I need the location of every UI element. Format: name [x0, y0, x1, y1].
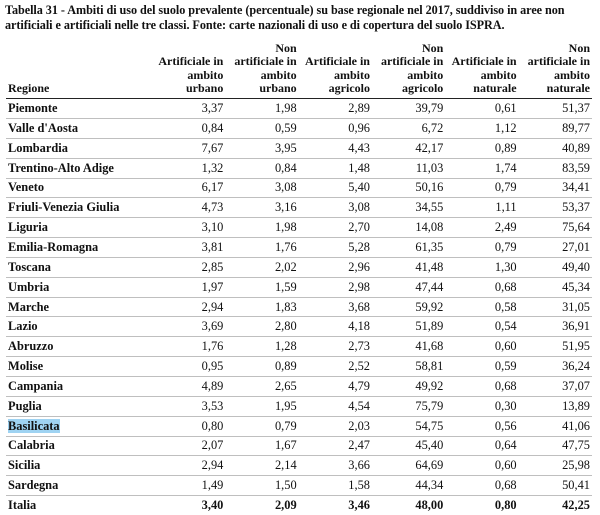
- region-cell: [6, 178, 152, 198]
- region-name: Piemonte: [8, 101, 58, 116]
- region-name: Umbria: [8, 279, 50, 294]
- value-cell: 64,69: [372, 456, 445, 476]
- value-cell: 0,84: [152, 119, 225, 139]
- value-cell: 1,76: [225, 238, 298, 258]
- region-name: Molise: [8, 359, 44, 374]
- value-cell: 75,64: [519, 218, 592, 238]
- value-cell: 40,89: [519, 138, 592, 158]
- table-row: [6, 218, 592, 238]
- value-cell: 54,75: [372, 416, 445, 436]
- table-body: [6, 99, 592, 515]
- value-cell: 0,68: [445, 277, 518, 297]
- region-cell: [6, 218, 152, 238]
- value-cell: 0,84: [225, 158, 298, 178]
- value-cell: 51,95: [519, 337, 592, 357]
- value-cell: 3,08: [299, 198, 372, 218]
- header-non-artificial-natural: Non artificiale in ambito naturale: [519, 42, 592, 99]
- value-cell: 1,67: [225, 436, 298, 456]
- value-cell: 0,79: [445, 238, 518, 258]
- value-cell: 4,18: [299, 317, 372, 337]
- table-row: [6, 377, 592, 397]
- region-name: Abruzzo: [8, 339, 54, 354]
- value-cell: 1,98: [225, 218, 298, 238]
- region-cell: [6, 297, 152, 317]
- value-cell: 0,58: [445, 297, 518, 317]
- value-cell: 0,64: [445, 436, 518, 456]
- value-cell: 3,40: [201, 497, 224, 512]
- value-cell: 3,95: [225, 138, 298, 158]
- region-cell: [6, 257, 152, 277]
- value-cell: 0,59: [445, 357, 518, 377]
- value-cell: 2,02: [225, 257, 298, 277]
- header-row: [6, 42, 592, 99]
- header-region: Regione: [6, 42, 152, 99]
- table-row: [6, 396, 592, 416]
- value-cell: 1,49: [152, 476, 225, 496]
- value-cell: 50,16: [372, 178, 445, 198]
- value-cell: 6,17: [152, 178, 225, 198]
- region-cell: [6, 377, 152, 397]
- value-cell: 75,79: [372, 396, 445, 416]
- table-row: [6, 436, 592, 456]
- value-cell: 2,94: [152, 297, 225, 317]
- value-cell: 1,97: [152, 277, 225, 297]
- value-cell: 59,92: [372, 297, 445, 317]
- table-caption: Tabella 31 - Ambiti di uso del suolo prevalente (percentuale) su base regionale nel 2017, suddiviso in aree non artificiali e artificiali nelle tre classi. Fonte: carte nazionali di uso e di copertura del suolo ISPRA.: [5, 3, 565, 32]
- value-cell: 2,14: [225, 456, 298, 476]
- region-cell: [6, 456, 152, 476]
- table-row: [6, 138, 592, 158]
- value-cell: 2,80: [225, 317, 298, 337]
- value-cell: 3,08: [225, 178, 298, 198]
- value-cell: 36,91: [519, 317, 592, 337]
- region-cell: [6, 476, 152, 496]
- table-row: [6, 337, 592, 357]
- value-cell: 83,59: [519, 158, 592, 178]
- value-cell: 42,25: [562, 497, 590, 512]
- table-row: [6, 99, 592, 119]
- region-cell: [6, 138, 152, 158]
- value-cell: 1,48: [299, 158, 372, 178]
- value-cell: 1,74: [445, 158, 518, 178]
- region-cell: [6, 158, 152, 178]
- region-cell: [6, 99, 152, 119]
- value-cell: 3,10: [152, 218, 225, 238]
- header-artificial-urban: Artificiale in ambito urbano: [152, 42, 225, 99]
- value-cell: 3,81: [152, 238, 225, 258]
- header-non-artificial-agricultural: Non artificiale in ambito agricolo: [372, 42, 445, 99]
- value-cell: 2,96: [299, 257, 372, 277]
- value-cell: 48,00: [415, 497, 444, 512]
- value-cell: 41,48: [372, 257, 445, 277]
- value-cell: 2,49: [445, 218, 518, 238]
- header-non-artificial-urban: Non artificiale in ambito urbano: [225, 42, 298, 99]
- value-cell: 0,60: [445, 456, 518, 476]
- value-cell: 39,79: [372, 99, 445, 119]
- table-row: [6, 277, 592, 297]
- value-cell: 5,28: [299, 238, 372, 258]
- value-cell: 49,40: [519, 257, 592, 277]
- value-cell: 0,80: [494, 497, 517, 512]
- value-cell: 3,68: [299, 297, 372, 317]
- table-row: [6, 238, 592, 258]
- value-cell: 3,69: [152, 317, 225, 337]
- value-cell: 0,96: [299, 119, 372, 139]
- value-cell: 41,68: [372, 337, 445, 357]
- table-row: [6, 416, 592, 436]
- table-row: [6, 119, 592, 139]
- land-use-table: [6, 42, 592, 515]
- region-cell: [6, 277, 152, 297]
- value-cell: 2,47: [299, 436, 372, 456]
- region-name: Lombardia: [8, 140, 68, 155]
- value-cell: 1,58: [299, 476, 372, 496]
- region-cell: [6, 436, 152, 456]
- region-name: Valle d'Aosta: [8, 120, 79, 135]
- value-cell: 2,07: [152, 436, 225, 456]
- value-cell: 2,85: [152, 257, 225, 277]
- region-name: Toscana: [8, 259, 51, 274]
- value-cell: 0,59: [225, 119, 298, 139]
- header-artificial-natural: Artificiale in ambito naturale: [445, 42, 518, 99]
- region-name: Friuli-Venezia Giulia: [8, 200, 120, 215]
- table-row: [6, 158, 592, 178]
- value-cell: 0,54: [445, 317, 518, 337]
- value-cell: 1,95: [225, 396, 298, 416]
- value-cell: 0,95: [152, 357, 225, 377]
- table-row: [6, 357, 592, 377]
- value-cell: 2,65: [225, 377, 298, 397]
- region-name: Trentino-Alto Adige: [8, 160, 114, 175]
- value-cell: 13,89: [519, 396, 592, 416]
- value-cell: 3,46: [348, 497, 370, 512]
- value-cell: 37,07: [519, 377, 592, 397]
- value-cell: 0,68: [445, 476, 518, 496]
- value-cell: 4,73: [152, 198, 225, 218]
- value-cell: 51,89: [372, 317, 445, 337]
- region-name: Emilia-Romagna: [8, 240, 99, 255]
- value-cell: 0,68: [445, 377, 518, 397]
- region-cell: [6, 337, 152, 357]
- region-cell: [6, 119, 152, 139]
- table-row: [6, 257, 592, 277]
- region-name: Basilicata: [8, 418, 60, 433]
- value-cell: 1,59: [225, 277, 298, 297]
- value-cell: 2,03: [299, 416, 372, 436]
- value-cell: 0,79: [225, 416, 298, 436]
- total-row: [6, 496, 592, 515]
- value-cell: 1,83: [225, 297, 298, 317]
- value-cell: 4,43: [299, 138, 372, 158]
- region-cell: [6, 317, 152, 337]
- value-cell: 1,98: [225, 99, 298, 119]
- value-cell: 0,79: [445, 178, 518, 198]
- region-name: Marche: [8, 299, 50, 314]
- value-cell: 3,16: [225, 198, 298, 218]
- value-cell: 61,35: [372, 238, 445, 258]
- value-cell: 89,77: [519, 119, 592, 139]
- value-cell: 0,60: [445, 337, 518, 357]
- region-cell: [6, 238, 152, 258]
- value-cell: 44,34: [372, 476, 445, 496]
- value-cell: 47,44: [372, 277, 445, 297]
- region-name: Sicilia: [8, 458, 41, 473]
- region-name: Liguria: [8, 220, 48, 235]
- value-cell: 34,55: [372, 198, 445, 218]
- value-cell: 4,89: [152, 377, 225, 397]
- value-cell: 0,89: [445, 138, 518, 158]
- value-cell: 27,01: [519, 238, 592, 258]
- region-cell: [6, 357, 152, 377]
- table-row: [6, 476, 592, 496]
- value-cell: 14,08: [372, 218, 445, 238]
- value-cell: 53,37: [519, 198, 592, 218]
- value-cell: 42,17: [372, 138, 445, 158]
- value-cell: 1,32: [152, 158, 225, 178]
- value-cell: 51,37: [519, 99, 592, 119]
- value-cell: 2,89: [299, 99, 372, 119]
- table-row: [6, 198, 592, 218]
- table-row: [6, 456, 592, 476]
- region-name: Lazio: [8, 319, 38, 334]
- value-cell: 58,81: [372, 357, 445, 377]
- value-cell: 0,80: [152, 416, 225, 436]
- value-cell: 7,67: [152, 138, 225, 158]
- value-cell: 5,40: [299, 178, 372, 198]
- value-cell: 1,11: [445, 198, 518, 218]
- region-cell: [6, 198, 152, 218]
- value-cell: 0,56: [445, 416, 518, 436]
- region-cell: [6, 396, 152, 416]
- header-artificial-agricultural: Artificiale in ambito agricolo: [299, 42, 372, 99]
- region-name: Sardegna: [8, 478, 59, 493]
- value-cell: 1,50: [225, 476, 298, 496]
- value-cell: 31,05: [519, 297, 592, 317]
- value-cell: 0,30: [445, 396, 518, 416]
- value-cell: 3,53: [152, 396, 225, 416]
- value-cell: 2,98: [299, 277, 372, 297]
- value-cell: 45,34: [519, 277, 592, 297]
- value-cell: 2,09: [274, 497, 297, 512]
- table-row: [6, 317, 592, 337]
- value-cell: 41,06: [519, 416, 592, 436]
- table-row: [6, 178, 592, 198]
- region-name: Veneto: [8, 180, 45, 195]
- region-name: Calabria: [8, 438, 55, 453]
- value-cell: 3,37: [152, 99, 225, 119]
- value-cell: 2,94: [152, 456, 225, 476]
- value-cell: 1,12: [445, 119, 518, 139]
- region-name: Italia: [8, 497, 37, 512]
- value-cell: 47,75: [519, 436, 592, 456]
- value-cell: 6,72: [372, 119, 445, 139]
- value-cell: 2,73: [299, 337, 372, 357]
- value-cell: 25,98: [519, 456, 592, 476]
- value-cell: 36,24: [519, 357, 592, 377]
- region-name: Puglia: [8, 398, 42, 413]
- value-cell: 2,52: [299, 357, 372, 377]
- value-cell: 49,92: [372, 377, 445, 397]
- value-cell: 0,89: [225, 357, 298, 377]
- region-cell: [6, 416, 152, 436]
- table-row: [6, 297, 592, 317]
- region-cell: [6, 496, 152, 515]
- value-cell: 1,30: [445, 257, 518, 277]
- value-cell: 4,54: [299, 396, 372, 416]
- value-cell: 0,61: [445, 99, 518, 119]
- value-cell: 1,28: [225, 337, 298, 357]
- value-cell: 4,79: [299, 377, 372, 397]
- value-cell: 11,03: [372, 158, 445, 178]
- value-cell: 45,40: [372, 436, 445, 456]
- value-cell: 1,76: [152, 337, 225, 357]
- value-cell: 2,70: [299, 218, 372, 238]
- value-cell: 34,41: [519, 178, 592, 198]
- value-cell: 50,41: [519, 476, 592, 496]
- region-name: Campania: [8, 378, 64, 393]
- value-cell: 3,66: [299, 456, 372, 476]
